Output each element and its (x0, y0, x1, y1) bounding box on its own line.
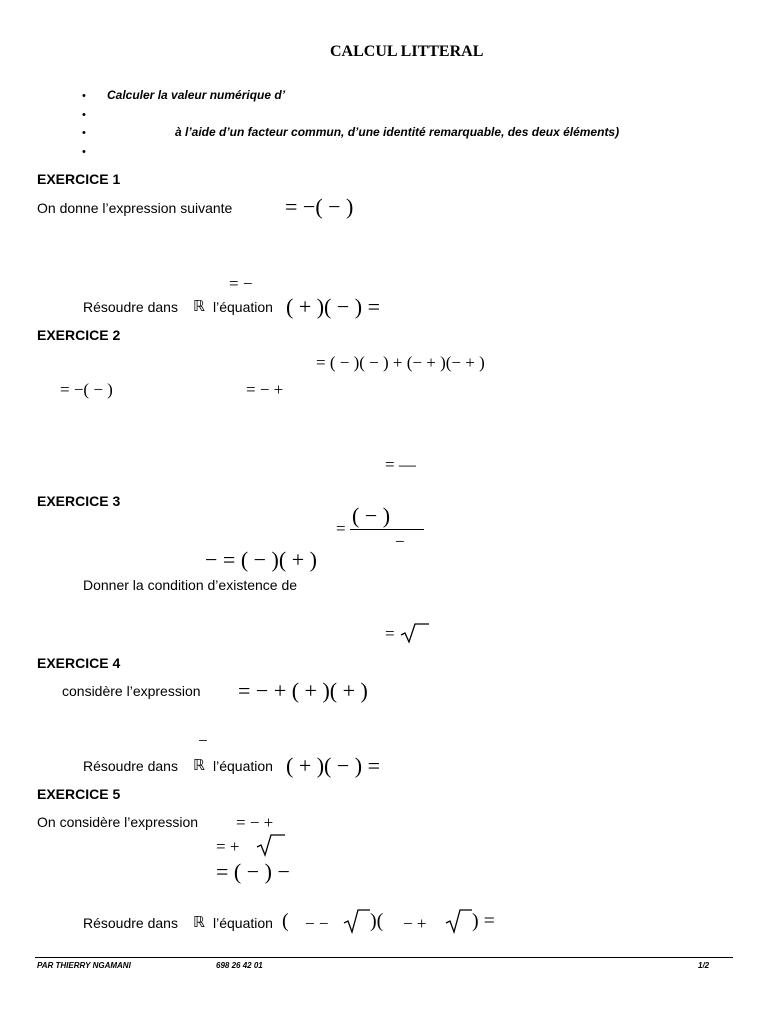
real-numbers-symbol: ℝ (193, 297, 205, 315)
exercise-1-solve-label: Résoudre dans (83, 299, 178, 315)
exercise-4-intro: considère l’expression (62, 683, 201, 699)
bullet-dot: • (82, 109, 86, 121)
page-title: CALCUL LITTERAL (330, 43, 484, 60)
exercise-5-equation-label: l’équation (213, 915, 273, 931)
real-numbers-symbol: ℝ (193, 913, 205, 931)
exercise-3-equals: = (336, 519, 346, 538)
exercise-4-equation: ( + )( − ) = (286, 753, 381, 778)
bullet-dot: • (82, 90, 86, 102)
exercise-5-expression-1: = − + (236, 813, 274, 832)
exercise-3-root-equals: = (385, 624, 395, 643)
exercise-1-equation-label: l’équation (213, 299, 273, 315)
exercise-2-expression-1: = ( − )( − ) + (− + )(− + ) (316, 353, 485, 372)
exercise-2-title: EXERCICE 2 (37, 327, 121, 343)
bullet-dot: • (82, 127, 86, 139)
exercise-5-solve-label: Résoudre dans (83, 915, 178, 931)
exercise-1-fraction: = − (229, 274, 253, 293)
exercise-1-title: EXERCICE 1 (37, 171, 121, 187)
exercise-2-fraction: = — (385, 455, 416, 474)
exercise-5-equation-close: ) = (472, 910, 495, 932)
exercise-4-equation-label: l’équation (213, 758, 273, 774)
exercise-3-denominator: − (395, 532, 405, 551)
exercise-5-equation-open: ( (282, 910, 289, 932)
exercise-5-intro: On considère l’expression (37, 814, 199, 830)
footer-page-number: 1/2 (698, 961, 710, 970)
exercise-5-equation-part-1: − − (305, 914, 329, 933)
exercise-4-expression: = − + ( + )( + ) (238, 678, 368, 703)
footer-divider (35, 957, 733, 958)
exercise-5-equation-middle: )( (370, 910, 384, 932)
bullet-item-1: Calculer la valeur numérique d’ (107, 88, 286, 102)
bullet-dot: • (82, 146, 86, 158)
exercise-1-equation: ( + )( − ) = (286, 294, 381, 319)
exercise-3-expression: − = ( − )( + ) (205, 547, 317, 572)
real-numbers-symbol: ℝ (193, 756, 205, 774)
exercise-3-numerator: ( − ) (352, 503, 391, 528)
footer-author: PAR THIERRY NGAMANI (37, 961, 131, 970)
square-root-icon (400, 622, 430, 644)
exercise-5-equation-part-2: − + (403, 914, 427, 933)
footer-phone: 698 26 42 01 (216, 961, 263, 970)
square-root-icon (445, 908, 473, 934)
exercise-4-solve-label: Résoudre dans (83, 758, 178, 774)
exercise-4-title: EXERCICE 4 (37, 655, 121, 671)
exercise-5-expression-2: = + (216, 837, 240, 856)
exercise-3-title: EXERCICE 3 (37, 493, 121, 509)
square-root-icon (256, 833, 286, 857)
exercise-2-expression-2: = −( − ) (60, 380, 113, 399)
exercise-4-fraction-minus: − (198, 731, 208, 750)
exercise-1-expression: = −( − ) (285, 194, 354, 219)
exercise-5-expression-3: = ( − ) − (216, 859, 290, 884)
square-root-icon (343, 908, 371, 934)
exercise-5-title: EXERCICE 5 (37, 786, 121, 802)
fraction-bar (350, 529, 424, 530)
exercise-2-expression-3: = − + (246, 380, 284, 399)
bullet-item-3: à l’aide d’un facteur commun, d’une identité remarquable, des deux éléments) (175, 125, 620, 139)
exercise-3-condition: Donner la condition d’existence de (83, 577, 298, 593)
exercise-1-intro: On donne l’expression suivante (37, 200, 233, 216)
